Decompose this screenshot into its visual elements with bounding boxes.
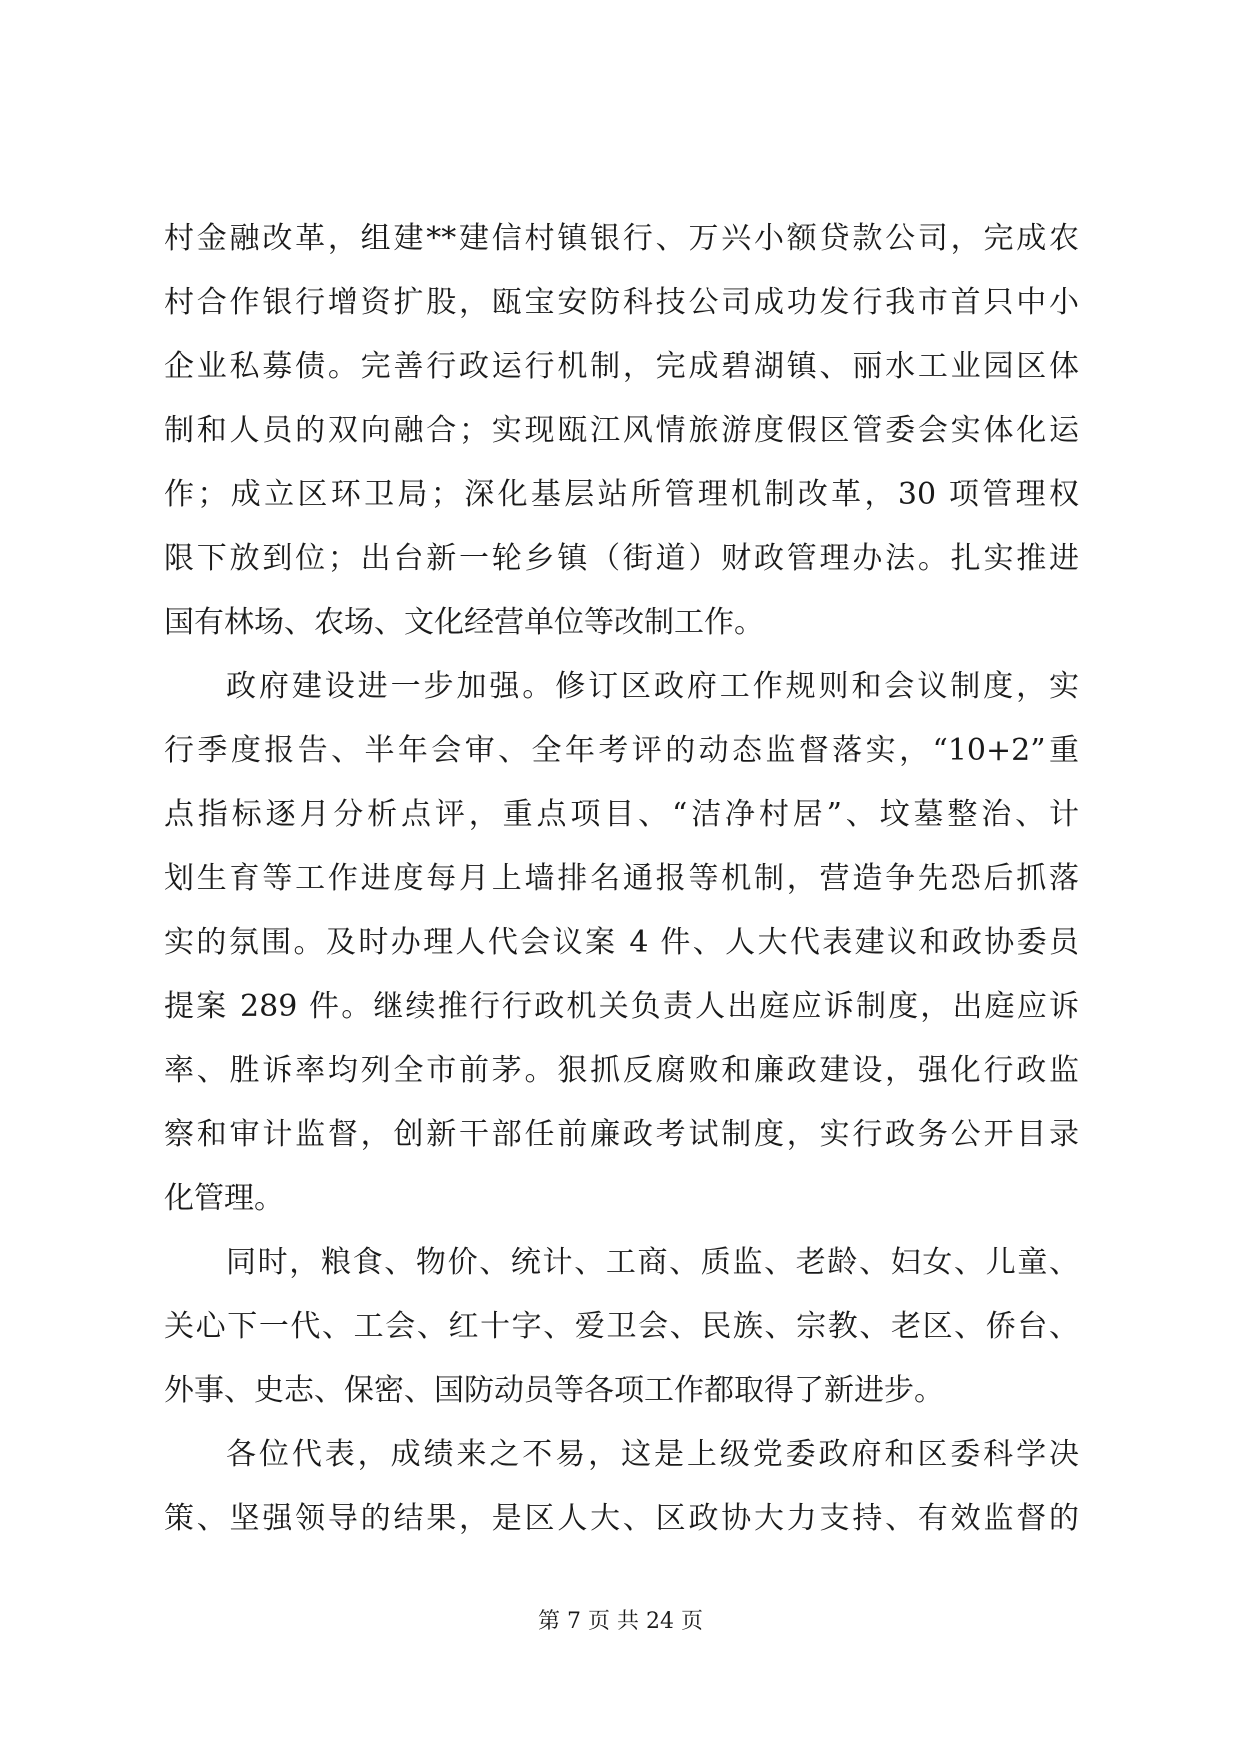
text-line: 察和审计监督，创新干部任前廉政考试制度，实行政务公开目录 bbox=[164, 1117, 1079, 1152]
text-line: 同时，粮食、物价、统计、工商、质监、老龄、妇女、儿童、 bbox=[226, 1245, 1079, 1280]
text-line: 企业私募债。完善行政运行机制，完成碧湖镇、丽水工业园区体 bbox=[164, 349, 1079, 384]
paragraph-rural-finance-reform bbox=[164, 207, 1079, 655]
text-line: 划生育等工作进度每月上墙排名通报等机制，营造争先恐后抓落 bbox=[164, 861, 1079, 896]
text-line: 各位代表，成绩来之不易，这是上级党委政府和区委科学决 bbox=[226, 1437, 1079, 1472]
text-line: 化管理。 bbox=[164, 1181, 284, 1216]
text-line: 国有林场、农场、文化经营单位等改制工作。 bbox=[164, 605, 764, 640]
text-line: 村金融改革，组建**建信村镇银行、万兴小额贷款公司，完成农 bbox=[164, 221, 1079, 256]
text-line: 村合作银行增资扩股，瓯宝安防科技公司成功发行我市首只中小 bbox=[164, 285, 1079, 320]
text-line: 政府建设进一步加强。修订区政府工作规则和会议制度，实 bbox=[226, 669, 1079, 704]
text-line: 外事、史志、保密、国防动员等各项工作都取得了新进步。 bbox=[164, 1373, 944, 1408]
text-line: 制和人员的双向融合；实现瓯江风情旅游度假区管委会实体化运 bbox=[164, 413, 1079, 448]
document-body bbox=[164, 207, 1079, 1551]
paragraph-address-to-delegates bbox=[164, 1423, 1079, 1551]
text-line: 点指标逐月分析点评，重点项目、“洁净村居”、坟墓整治、计 bbox=[164, 797, 1079, 832]
text-line: 关心下一代、工会、红十字、爱卫会、民族、宗教、老区、侨台、 bbox=[164, 1309, 1079, 1344]
paragraph-other-work bbox=[164, 1231, 1079, 1423]
text-line: 行季度报告、半年会审、全年考评的动态监督落实，“10+2”重 bbox=[164, 733, 1079, 768]
text-line: 作；成立区环卫局；深化基层站所管理机制改革，30 项管理权 bbox=[164, 477, 1079, 512]
text-line: 实的氛围。及时办理人代会议案 4 件、人大代表建议和政协委员 bbox=[164, 925, 1079, 960]
text-line: 提案 289 件。继续推行行政机关负责人出庭应诉制度，出庭应诉 bbox=[164, 989, 1079, 1024]
text-line: 率、胜诉率均列全市前茅。狠抓反腐败和廉政建设，强化行政监 bbox=[164, 1053, 1079, 1088]
paragraph-government-building bbox=[164, 655, 1079, 1231]
text-line: 限下放到位；出台新一轮乡镇（街道）财政管理办法。扎实推进 bbox=[164, 541, 1079, 576]
text-line: 策、坚强领导的结果，是区人大、区政协大力支持、有效监督的 bbox=[164, 1501, 1079, 1536]
page-number-footer: 第 7 页 共 24 页 bbox=[538, 1609, 703, 1634]
